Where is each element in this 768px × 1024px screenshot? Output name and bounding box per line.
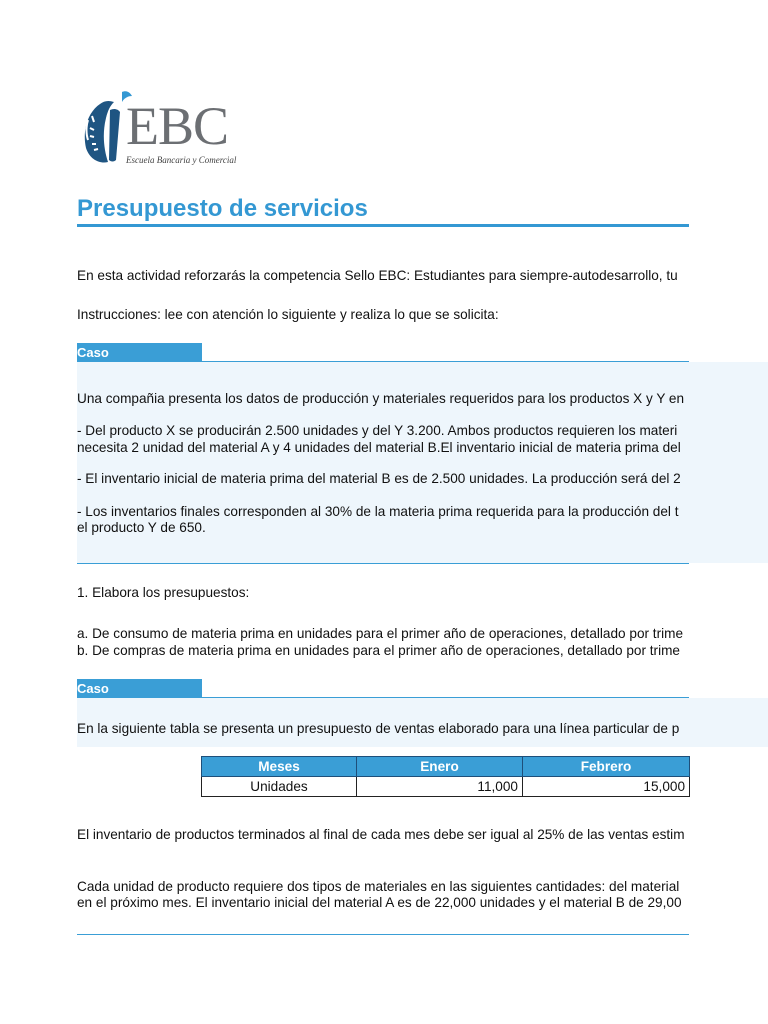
- tasks-heading: 1. Elabora los presupuestos:: [77, 585, 250, 600]
- caso-1-label: Caso: [77, 345, 109, 360]
- caso-1-paragraph-2a: - Del producto X se producirán 2.500 unidades y del Y 3.200. Ambos productos requieren los materi: [77, 423, 678, 438]
- caso-1-bottom-rule: [77, 563, 689, 564]
- table-header-cell: Febrero: [523, 757, 690, 777]
- brand-tagline: Escuela Bancaria y Comercial: [126, 155, 237, 165]
- brand-name: EBC: [126, 96, 229, 156]
- title-underline: [77, 224, 689, 227]
- intro-text: En esta actividad reforzarás la competencia Sello EBC: Estudiantes para siempre-autodesarrollo, tu: [77, 268, 678, 283]
- table-header-row: [202, 757, 690, 777]
- sales-budget-table: [201, 756, 690, 797]
- caso-1-paragraph-4a: - Los inventarios finales corresponden al 30% de la materia prima requerida para la producción del t: [77, 504, 679, 519]
- table-row: [202, 777, 690, 797]
- task-a: a. De consumo de materia prima en unidades para el primer año de operaciones, detallado por trime: [77, 626, 684, 641]
- caso-2-bottom-rule: [77, 934, 689, 935]
- caso-1-header: [77, 343, 202, 362]
- caso-1-paragraph-3: - El inventario inicial de materia prima del material B es de 2.500 unidades. La producción será del 2: [77, 471, 681, 486]
- table-cell: 11,000: [357, 777, 523, 797]
- page-title: Presupuesto de servicios: [77, 195, 368, 222]
- caso-1-paragraph-4b: el producto Y de 650.: [77, 520, 206, 535]
- caso-2-header: [77, 679, 202, 698]
- instructions-text: Instrucciones: lee con atención lo siguiente y realiza lo que se solicita:: [77, 307, 499, 322]
- table-cell: 15,000: [523, 777, 690, 797]
- caso-2-paragraph-2: El inventario de productos terminados al final de cada mes debe ser igual al 25% de las ventas estim: [77, 827, 685, 842]
- caso-2-paragraph-3a: Cada unidad de producto requiere dos tipos de materiales en las siguientes cantidades: del material: [77, 879, 680, 894]
- caso-2-paragraph-1: En la siguiente tabla se presenta un presupuesto de ventas elaborado para una línea particular de p: [77, 721, 680, 736]
- ebc-logo: [82, 90, 252, 172]
- caso-1-paragraph-2b: necesita 2 unidad del material A y 4 unidades del material B.El inventario inicial de materia prima del: [77, 440, 681, 455]
- table-cell: Unidades: [202, 777, 357, 797]
- task-b: b. De compras de materia prima en unidades para el primer año de operaciones, detallado por trime: [77, 643, 680, 658]
- caso-1-paragraph-1: Una compañia presenta los datos de producción y materiales requeridos para los productos X y Y en: [77, 391, 685, 406]
- table-header-cell: Meses: [202, 757, 357, 777]
- caso-2-paragraph-3b: en el próximo mes. El inventario inicial del material A es de 22,000 unidades y el material B de 29,00: [77, 895, 682, 910]
- table-header-cell: Enero: [357, 757, 523, 777]
- caso-2-label: Caso: [77, 681, 109, 696]
